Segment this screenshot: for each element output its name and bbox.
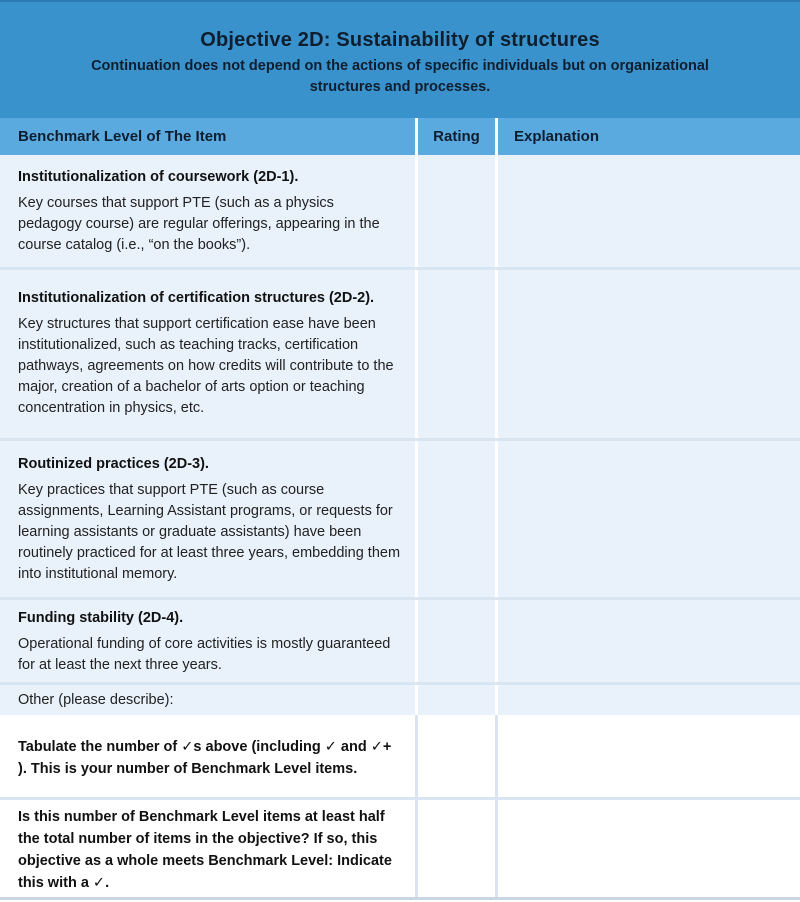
column-header-explanation: Explanation bbox=[498, 118, 800, 155]
column-divider bbox=[495, 715, 498, 897]
table-row bbox=[0, 441, 415, 597]
item-title: Institutionalization of certification structures (2D-2). bbox=[18, 290, 375, 306]
table-row bbox=[0, 155, 415, 267]
explanation-cell[interactable] bbox=[498, 715, 800, 797]
column-header-benchmark: Benchmark Level of The Item bbox=[0, 118, 415, 155]
item-title: Funding stability (2D-4). bbox=[18, 610, 184, 626]
rating-cell[interactable] bbox=[418, 270, 495, 438]
rating-cell[interactable] bbox=[418, 441, 495, 597]
table-row bbox=[0, 715, 415, 797]
table-row bbox=[0, 270, 415, 438]
item-description: Operational funding of core activities is mostly guaranteed for at least the next three years. bbox=[18, 636, 391, 673]
table-row bbox=[0, 685, 415, 715]
rating-cell[interactable] bbox=[418, 155, 495, 267]
tabulate-instruction: Tabulate the number of ✓s above (including ✓ and ✓+ ). This is your number of Benchmark Level items. bbox=[18, 739, 392, 777]
rating-cell[interactable] bbox=[418, 685, 495, 715]
explanation-cell[interactable] bbox=[498, 441, 800, 597]
rating-cell[interactable] bbox=[418, 600, 495, 682]
explanation-cell[interactable] bbox=[498, 600, 800, 682]
rating-cell[interactable] bbox=[418, 715, 495, 797]
item-description: Key structures that support certification ease have been institutionalized, such as teaching tracks, certification pathways, agreements on how credits will contribute to the major, creation of a bachelor of arts option or teaching concentration in physics, etc. bbox=[18, 316, 394, 416]
table-bottom-border bbox=[0, 897, 800, 900]
explanation-cell[interactable] bbox=[498, 155, 800, 267]
item-description: Key courses that support PTE (such as a physics pedagogy course) are regular offerings, appearing in the course catalog (i.e., “on the books”). bbox=[18, 195, 380, 253]
item-description: Key practices that support PTE (such as course assignments, Learning Assistant programs, or requests for learning assistants or graduate assistants) have been routinely practiced for at least three years, embedding them into institutional memory. bbox=[18, 482, 401, 582]
item-title: Routinized practices (2D-3). bbox=[18, 456, 209, 472]
objective-title: Objective 2D: Sustainability of structures bbox=[200, 29, 600, 51]
table-row bbox=[0, 600, 415, 682]
rating-cell[interactable] bbox=[418, 800, 495, 897]
objective-subtitle: Continuation does not depend on the actions of specific individuals but on organizational structures and processes. bbox=[91, 58, 709, 95]
explanation-cell[interactable] bbox=[498, 800, 800, 897]
item-title: Institutionalization of coursework (2D-1). bbox=[18, 169, 299, 185]
objective-check-instruction: Is this number of Benchmark Level items at least half the total number of items in the objective? If so, this objective as a whole meets Benchmark Level: Indicate this with a ✓. bbox=[18, 809, 392, 891]
objective-header bbox=[0, 0, 800, 118]
explanation-cell[interactable] bbox=[498, 685, 800, 715]
explanation-cell[interactable] bbox=[498, 270, 800, 438]
other-label: Other (please describe): bbox=[18, 692, 174, 708]
column-header-rating: Rating bbox=[418, 118, 495, 155]
table-row bbox=[0, 800, 415, 897]
column-divider bbox=[415, 715, 418, 897]
